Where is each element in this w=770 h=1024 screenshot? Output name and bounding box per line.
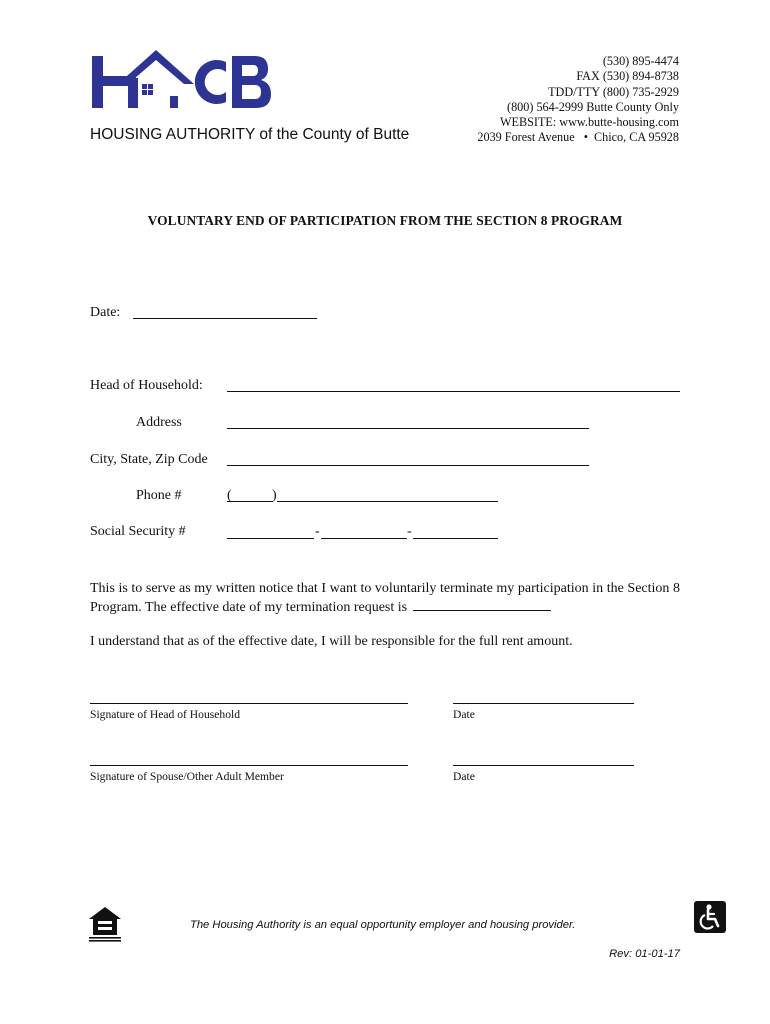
effective-date-field[interactable] [413,610,551,611]
revision-label: Rev: 01-01-17 [609,948,680,960]
phone-label: Phone # [136,488,182,503]
ssn-sep-2: - [407,524,412,539]
date-field[interactable] [133,318,317,319]
contact-fax: FAX (530) 894-8738 [576,69,679,84]
contact-county-phone: (800) 564-2999 Butte County Only [507,99,679,114]
agency-name: HOUSING AUTHORITY of the County of Butte [90,126,410,143]
contact-phone: (530) 895-4474 [602,54,679,68]
form-title: VOLUNTARY END OF PARTICIPATION FROM THE SECTION 8 PROGRAM [147,213,623,228]
spouse-signature-date-line[interactable] [453,765,634,766]
phone-area-open: ( [227,488,232,503]
head-signature-line[interactable] [90,703,408,704]
spouse-signature-line[interactable] [90,765,408,766]
ssn-label: Social Security # [90,524,186,539]
equal-opportunity-note: The Housing Authority is an equal opportunity employer and housing provider. [190,919,576,931]
head-of-household-label: Head of Household: [90,378,203,393]
spouse-signature-label: Signature of Spouse/Other Adult Member [90,770,284,783]
date-label: Date: [90,305,121,320]
understand-text: I understand that as of the effective date, I will be responsible for the full rent amount. [90,634,573,649]
phone-area-code-field[interactable] [227,501,273,502]
city-state-zip-label: City, State, Zip Code [90,452,208,467]
ssn-part3-field[interactable] [413,538,498,539]
phone-area-close: ) [272,488,277,503]
address-field[interactable] [227,428,589,429]
notice-text: This is to serve as my written notice that I want to voluntarily terminate my participation in the Section 8 Program. The effective date of my termination request is [90,581,680,615]
ssn-part2-field[interactable] [321,538,407,539]
head-signature-label: Signature of Head of Household [90,708,241,721]
notice-paragraph [90,579,680,617]
address-street: 2039 Forest Avenue [477,130,575,145]
address-city: Chico, CA 95928 [594,130,679,145]
wheelchair-accessibility-icon [694,901,726,933]
head-signature-date-label: Date [453,708,475,721]
ssn-part1-field[interactable] [227,538,314,539]
city-state-zip-field[interactable] [227,465,589,466]
address-bullet: • [583,130,588,145]
contact-tdd: TDD/TTY (800) 735-2929 [548,84,679,99]
head-signature-date-line[interactable] [453,703,634,704]
spouse-signature-date-label: Date [453,770,475,783]
phone-number-field[interactable] [277,501,498,502]
ssn-sep-1: - [315,524,320,539]
address-label: Address [136,415,182,430]
contact-block [477,54,679,146]
hacb-logo [90,48,275,112]
contact-website: WEBSITE: www.butte-housing.com [500,115,679,130]
contact-address [477,130,679,145]
head-of-household-field[interactable] [227,391,680,392]
equal-housing-icon [86,905,124,943]
